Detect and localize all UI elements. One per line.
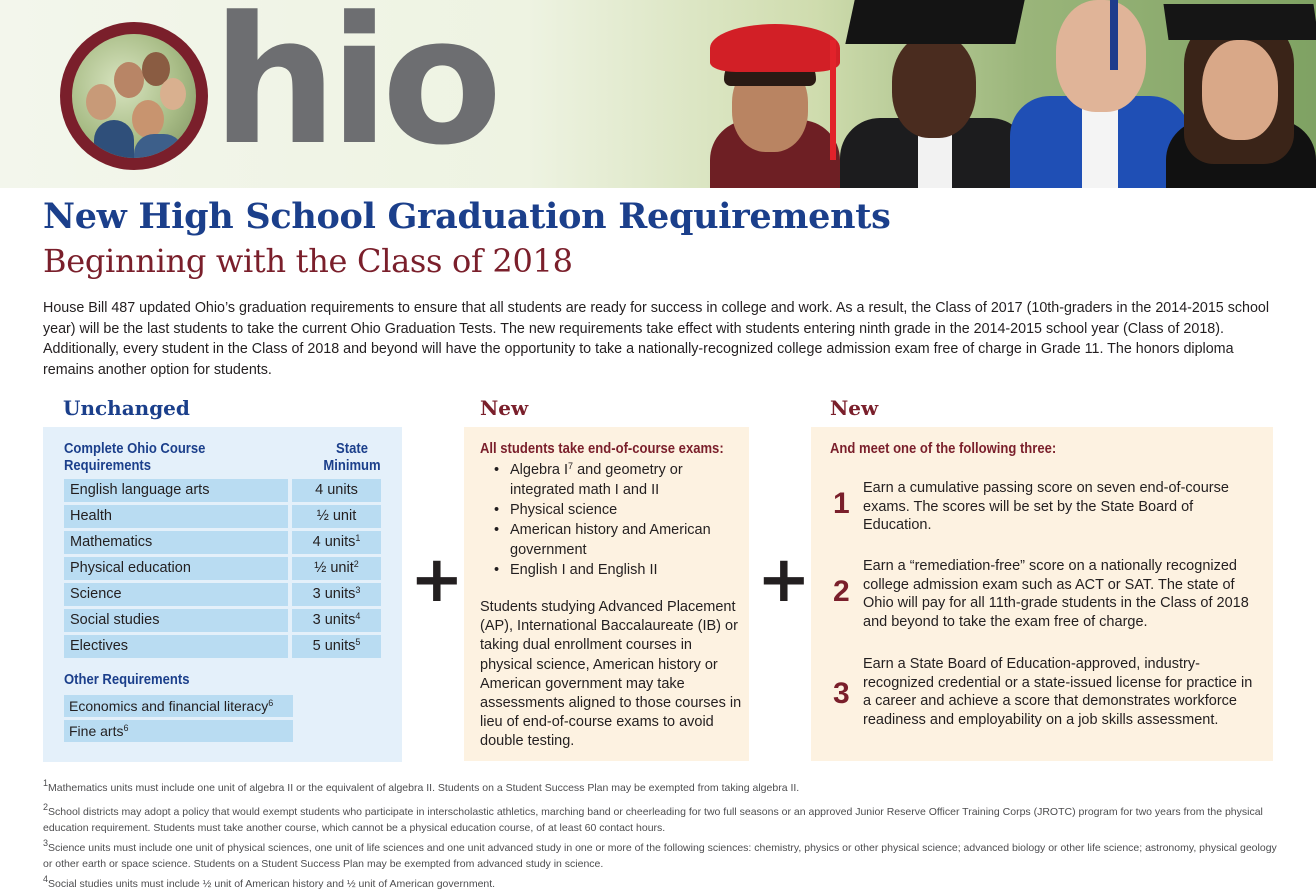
footnote-number: 2: [43, 802, 49, 812]
footnote-ref: 2: [353, 559, 359, 569]
ohio-logo-text: hio: [212, 0, 495, 184]
course-units: ½ unit: [292, 505, 381, 528]
course-units: 3 units$^3$: [292, 583, 381, 606]
footnote: $^4$Social studies units must include ½ unit of American history and ½ unit of American government.: [43, 874, 496, 890]
bullet-icon: •: [494, 522, 500, 538]
table-row: [64, 609, 381, 632]
end-of-course-exams-panel: [464, 427, 749, 761]
table-row: [64, 505, 381, 528]
option-number: 3: [833, 677, 850, 710]
exams-subheading: All students take end-of-course exams:: [480, 441, 724, 457]
options-subheading: And meet one of the following three:: [830, 441, 1057, 457]
graduation-options-panel: [811, 427, 1273, 761]
course-units: 4 units$^1$: [292, 531, 381, 554]
plus-symbol: +: [757, 543, 811, 617]
footnote-ref: 4: [355, 611, 361, 621]
option-text: Earn a cumulative passing score on seven end-of-course exams. The scores will be set by the State Board of Education.: [863, 480, 1229, 533]
table-row: [64, 479, 381, 502]
course-name: English language arts: [64, 479, 288, 502]
bullet-icon: •: [494, 502, 500, 518]
new-options-heading: New: [830, 396, 879, 420]
unchanged-requirements-panel: [43, 427, 402, 762]
footnote: $^3$Science units must include one unit of physical sciences, one unit of life sciences and one unit advanced study in one or more of the following sciences: chemistry, physics or other physical science; advanced biology or other life science; astronomy, physical geology or other earth or space science. Students on a Student Success Plan may be exempted from advanced study in science.: [43, 838, 1277, 870]
plus-symbol: +: [410, 543, 464, 617]
footnote-number: 4: [43, 874, 49, 884]
graduates-photo: [690, 0, 1316, 188]
footnote: $^2$School districts may adopt a policy that would exempt students who participate in interscholastic athletics, marching band or cheerleading for two full seasons or an approved Junior Reserve Officer Training Corps (JROTC) program for two years from the physical education requirement. Students must take another course, which cannot be a physical education course, of at least 60 contact hours.: [43, 802, 1263, 834]
footnote-ref: 5: [355, 637, 361, 647]
footnote-ref: 3: [355, 585, 361, 595]
option-text: Earn a State Board of Education-approved, industry-recognized credential or a state-issued license for practice in a career and achieve a score that demonstrates workforce readiness and employability on a job skills assessment.: [863, 656, 1253, 728]
exam-list: [494, 460, 734, 580]
course-name: Mathematics: [64, 531, 288, 554]
footnote-number: 3: [43, 838, 49, 848]
bullet-icon: •: [494, 562, 500, 578]
footnote-ref: 6: [268, 698, 274, 708]
page-subtitle: Beginning with the Class of 2018: [43, 242, 573, 280]
course-name: Electives: [64, 635, 288, 658]
minimum-column-header: State Minimum: [323, 441, 381, 474]
list-item: • Algebra $I^7$ and geometry or integrated math I and II: [494, 461, 683, 498]
option-text: Earn a “remediation-free” score on a nationally recognized college admission exam such as ACT or SAT. The state of Ohio will pay for all 11th-grade students in the Class of 2018 and beyond to take the exam free of charge.: [863, 558, 1249, 630]
footnote-ref: 7: [568, 461, 574, 471]
other-requirements-heading: Other Requirements: [64, 672, 190, 688]
course-name: Physical education: [64, 557, 288, 580]
other-requirement-item: Economics and financial literacy$^6$: [64, 695, 293, 717]
students-group-photo: [72, 34, 196, 158]
course-units: 5 units$^5$: [292, 635, 381, 658]
option-number: 1: [833, 487, 850, 520]
ap-ib-paragraph: Students studying Advanced Placement (AP), International Baccalaureate (IB) or taking dual enrollment courses in physical science, American history or American government may take assessments aligned to those courses in lieu of end-of-course exams to avoid double testing.: [480, 599, 742, 750]
course-column-header: Complete Ohio Course Requirements: [64, 441, 206, 474]
course-name: Science: [64, 583, 288, 606]
footnote-number: 1: [43, 778, 49, 788]
page-title: New High School Graduation Requirements: [43, 196, 891, 237]
other-requirement-item: Fine arts$^6$: [64, 720, 293, 742]
list-item: • Physical science: [494, 502, 618, 518]
course-name: Social studies: [64, 609, 288, 632]
list-item: • English I and English II: [494, 562, 658, 578]
table-row: [64, 531, 381, 554]
table-row: [64, 557, 381, 580]
course-name: Health: [64, 505, 288, 528]
intro-paragraph: House Bill 487 updated Ohio’s graduation requirements to ensure that all students are ready for success in college and work. As a result, the Class of 2017 (10th-graders in the 2014-2015 school year) will be the last students to take the current Ohio Graduation Tests. The new requirements take effect with students entering ninth grade in the 2014-2015 school year (Class of 2018). Additionally, every student in the Class of 2018 and beyond will have the opportunity to take a nationally-recognized college admission exam free of charge in Grade 11. The honors diploma remains another option for students.: [43, 300, 1270, 378]
unchanged-heading: Unchanged: [63, 396, 190, 420]
list-item: • American history and American government: [494, 522, 711, 558]
new-exams-heading: New: [480, 396, 529, 420]
ohio-logo-o-ring: [60, 22, 208, 170]
course-units: 3 units$^4$: [292, 609, 381, 632]
footnote-ref: 1: [355, 533, 361, 543]
footnote-ref: 6: [123, 723, 129, 733]
course-units: ½ unit$^2$: [292, 557, 381, 580]
footnote: $^1$Mathematics units must include one unit of algebra II or the equivalent of algebra II. Students on a Student Success Plan may be exempted from taking algebra II.: [43, 778, 800, 794]
option-number: 2: [833, 575, 850, 608]
course-units: 4 units: [292, 479, 381, 502]
bullet-icon: •: [494, 462, 500, 478]
table-row: [64, 635, 381, 658]
table-row: [64, 583, 381, 606]
header-banner: [0, 0, 1316, 188]
